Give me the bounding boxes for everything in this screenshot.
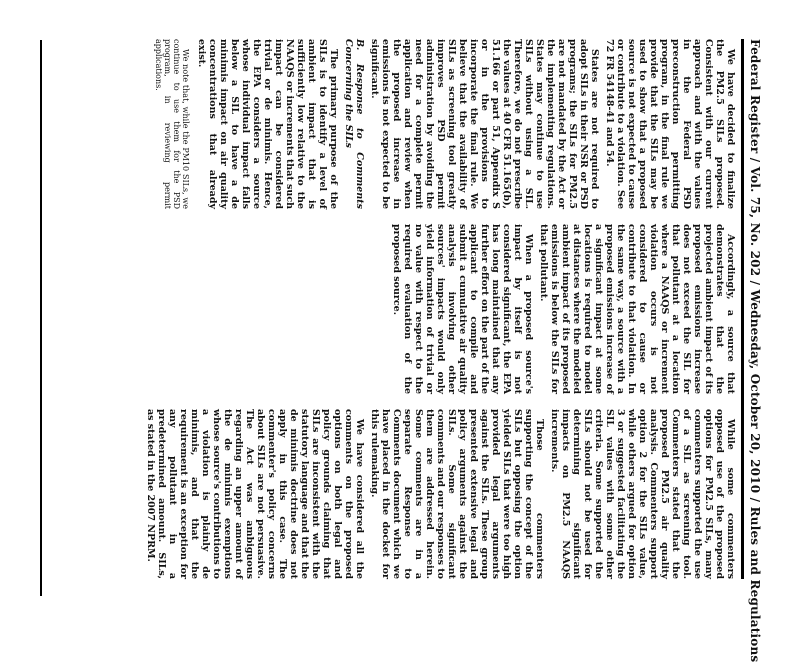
column-middle [387,224,736,394]
document-page [30,39,770,662]
paragraph: States are not required to adopt SILs in their NSR or PSD programs; the SILs for PM2.5 are not mandated by the Act or the implementing regulations. States may continue to use SILs without using a SIL. Therefore, we do not prescribe the values at 40 CFR 51.165(b), 51.166 or part 51, Appendix S or in the provisions to incorporate the final rule. We believe that the availability of SILs as screening tool greatly improves PSD permit administration by avoiding the need for a complete permit application and review when the proposed increase in emissions is not expected to be significant. [369,39,600,209]
footnote: We note that, while the PM10 SILs, we continue to use them for the PSD program, in reviewing permit applications. [154,39,190,209]
column-right [141,409,736,579]
paragraph: While some commenters opposed use of the proposed options for PM2.5 SILs, many commenters supported the use of a SIL as screening tool. Commenters stated that the proposed PM2.5 air quality analysis. Commenters support option 2 for the SILs value, while others argued for option 3 or suggested facilitating the SIL values with some other criteria. Some supported the SILs should not be used for determining significant impacts on PM2.5 NAAQS increments. [549,409,736,579]
paragraph: We have decided to finalize the PM2.5 SILs proposed. Consistent with our current approach and with the values in the Federal PSD preconstruction permitting program, in the final rule we provide that the SILs may be used to show that a proposed source is not expected to cause or contribute to a violation. See 72 FR 54148-41 and 54. [604,39,736,209]
paragraph: Accordingly, a source that demonstrates that the projected ambient impact of its proposed emissions increase does not exceed the SIL for that pollutant at a location where a NAAQS or increment violation occurs is not considered to cause or contribute to that violation. In the same way, a source with a proposed emissions increase of a significant impact at some locations is required to model at distances where the modeled ambient impact of its proposed emissions is below the SILs for that pollutant. [538,224,736,394]
paragraph: We have considered all the comments on the proposed options on both legal and policy grounds claiming that SILs are inconsistent with the statutory language and that the de minimis doctrine does not apply in this case. The commenter's policy concerns about SILs are not persuasive. The Act was ambiguous regarding an upper amount of the de minimis exemptions whose source's contributions to a violation is plainly de minimis, and that the requirement is an exception for any pollutant in a predetermined amount. SILs, as stated in the 2007 NPRM. [145,409,365,579]
paragraph: The primary purpose of the SILs is to identify a level of ambient impact that is sufficiently low relative to the NAAQS or increments that such impact can be considered trivial or de minimis. Hence, the EPA considers a source whose individual impact falls below a SIL to have a de minimis impact on air quality concentrations that already exist. [196,39,339,210]
section-heading: B. Response to Comments Concerning the SILs [343,39,365,209]
header-rule [741,39,744,579]
page-header: Federal Register / Vol. 75, No. 202 / Wednesday, October 20, 2010 / Rules and Regulations [748,39,762,662]
paragraph: When a proposed source's impact by itself is not considered significant, the EPA has long maintained that any further effort on the part of the applicant to compile and submit a cumulative air quality analysis involving other sources' impacts would only yield information of trivial or no value with respect to the required evaluation of the proposed source. [391,224,534,394]
paragraph: Those commenters supporting the concept of the SILs but opposing the option yielded SILs that were too high provided legal arguments against the SILs. These group presented extensive legal and policy arguments against the SILs. Some significant comments and our responses to them are addressed herein. Some comments are in a separate Response to Comments document which we have placed in the docket for this rulemaking. [369,409,545,579]
column-left [150,39,736,209]
